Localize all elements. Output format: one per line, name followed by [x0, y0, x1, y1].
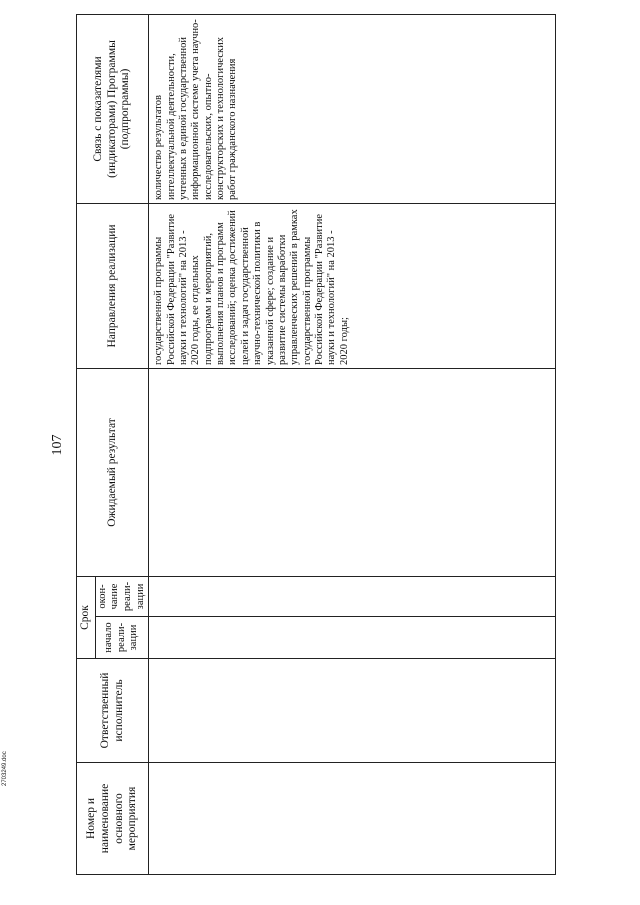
cell-directions: государственной программы Российской Федерации "Развитие науки и технологий" на 2013 - 2020 годы, ее отдельных подпрограмм и мероприятий, выполнения планов и программ исследований; оценка достижений целей и задач государственной научно-технической политики в указанной сфере; создание и развитие системы выработки управленческих решений в рамках государственной программы Российской Федерации "Развитие науки и технологий" на 2013 - 2020 годы; — [149, 203, 556, 368]
header-directions: Направления реализации — [77, 203, 149, 368]
header-term-end: окон-чание реали-зации — [95, 576, 148, 616]
header-measure: Номер и наименование основного мероприятия — [77, 763, 149, 875]
page-number: 107 — [50, 434, 65, 456]
cell-term-end — [149, 576, 556, 616]
table-row — [149, 14, 556, 874]
header-result: Ожидаемый результат — [77, 368, 149, 576]
cell-result — [149, 368, 556, 576]
cell-measure — [149, 763, 556, 875]
cell-term-start — [149, 617, 556, 659]
rotated-page — [50, 15, 610, 875]
document-code: 2703249.doc — [2, 751, 8, 786]
header-link: Связь с показателями (индикаторами) Программы (подпрограммы) — [77, 14, 149, 203]
header-term: Срок — [77, 576, 96, 658]
cell-executor — [149, 659, 556, 763]
cell-link: количество результатов интеллектуальной деятельности, учтенных в единой государственной информационной системе учета научно-исследовательских, опытно-конструкторских и технологических работ гражданского назначения — [149, 14, 556, 203]
measures-table — [76, 14, 556, 875]
header-row — [77, 14, 96, 874]
header-executor: Ответственный исполнитель — [77, 659, 149, 763]
header-term-start: начало реали-зации — [95, 617, 148, 659]
